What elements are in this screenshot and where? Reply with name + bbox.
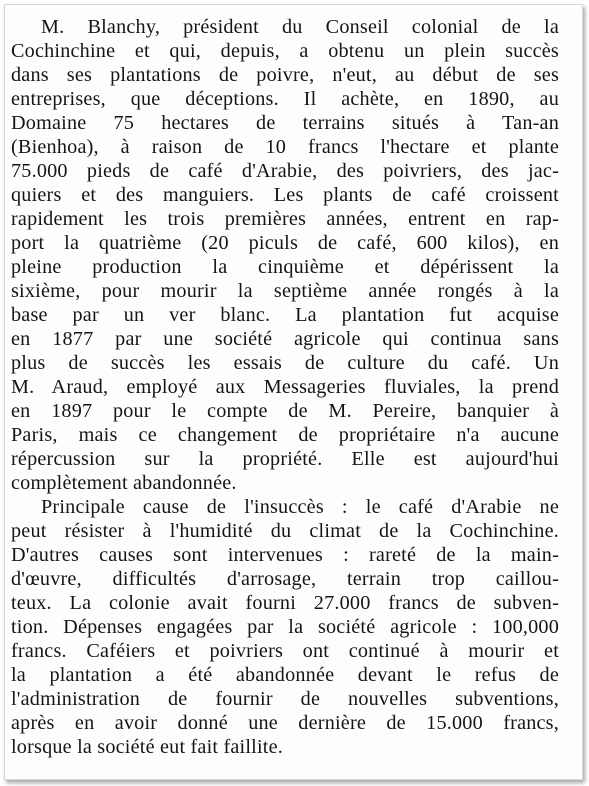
text-line: d'œuvre, difficultés d'arrosage, terrain trop caillou-	[11, 568, 559, 590]
text-line: l'administration de fournir de nouvelles subventions,	[11, 688, 559, 710]
text-line: peut résister à l'humidité du climat de la Cochinchine.	[11, 520, 559, 542]
text-line: D'autres causes sont intervenues : rareté de la main-	[11, 544, 559, 566]
text-line: la plantation a été abandonnée devant le refus de	[11, 664, 559, 686]
text-line: lorsque la société eut fait faillite.	[11, 736, 283, 758]
text-line: M. Araud, employé aux Messageries fluviales, la prend	[11, 376, 559, 398]
text-line: Principale cause de l'insuccès : le café d'Arabie ne	[41, 496, 559, 518]
text-line: Paris, mais ce changement de propriétaire n'a aucune	[11, 424, 559, 446]
text-line: dans ses plantations de poivre, n'eut, au début de ses	[11, 64, 559, 86]
text-line: après en avoir donné une dernière de 15.000 francs,	[11, 712, 559, 734]
text-line: quiers et des manguiers. Les plants de café croissent	[11, 184, 559, 206]
text-line: plus de succès les essais de culture du café. Un	[11, 352, 559, 374]
paragraph-1	[11, 15, 559, 495]
document-body	[11, 15, 559, 759]
text-line: 75.000 pieds de café d'Arabie, des poivriers, des jac-	[11, 160, 559, 182]
document-page	[4, 4, 583, 780]
text-line: base par un ver blanc. La plantation fut acquise	[11, 304, 559, 326]
text-line: sixième, pour mourir la septième année rongés à la	[11, 280, 559, 302]
text-line: tion. Dépenses engagées par la société agricole : 100,000	[11, 616, 559, 638]
text-line: en 1877 par une société agricole qui continua sans	[11, 328, 559, 350]
text-line: répercussion sur la propriété. Elle est aujourd'hui	[11, 448, 559, 470]
text-line: M. Blanchy, président du Conseil colonial de la	[41, 16, 559, 38]
text-line: rapidement les trois premières années, entrent en rap-	[11, 208, 559, 230]
text-line: entreprises, que déceptions. Il achète, en 1890, au	[11, 88, 559, 110]
text-line: francs. Caféiers et poivriers ont continué à mourir et	[11, 640, 559, 662]
paragraph-2	[11, 495, 559, 759]
text-line: pleine production la cinquième et dépérissent la	[11, 256, 559, 278]
text-line: complètement abandonnée.	[11, 472, 237, 494]
text-line: (Bienhoa), à raison de 10 francs l'hectare et plante	[11, 136, 559, 158]
text-line: Domaine 75 hectares de terrains situés à Tan-an	[11, 112, 559, 134]
text-line: Cochinchine et qui, depuis, a obtenu un plein succès	[11, 40, 559, 62]
text-line: en 1897 pour le compte de M. Pereire, banquier à	[11, 400, 559, 422]
text-line: teux. La colonie avait fourni 27.000 francs de subven-	[11, 592, 559, 614]
text-line: port la quatrième (20 piculs de café, 600 kilos), en	[11, 232, 559, 254]
